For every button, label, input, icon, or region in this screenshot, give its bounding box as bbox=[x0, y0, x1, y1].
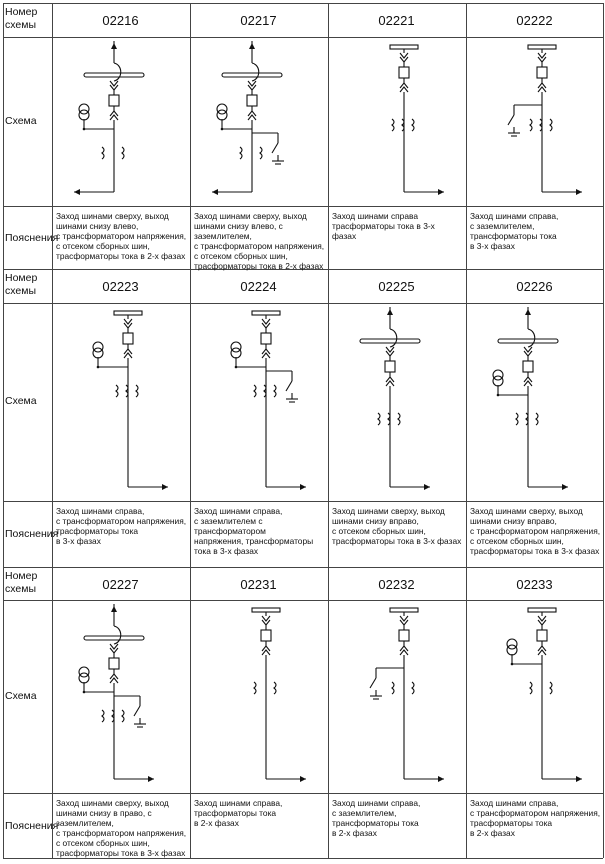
earth-switch-blade bbox=[272, 143, 278, 153]
current-transformer-icon bbox=[274, 385, 276, 397]
busbar bbox=[360, 339, 420, 343]
disconnect-chevron bbox=[110, 644, 118, 649]
current-transformer-icon bbox=[530, 119, 532, 131]
busbar bbox=[252, 608, 280, 612]
circuit-breaker bbox=[247, 95, 257, 106]
earth-switch-blade bbox=[286, 381, 292, 391]
scheme-code: 02232 bbox=[378, 577, 415, 592]
scheme-description: Заход шинами справа, трасформаторы тока в 2-х фазах bbox=[194, 798, 283, 828]
current-transformer-icon bbox=[274, 682, 276, 694]
transformer-icon bbox=[507, 639, 517, 649]
current-transformer-icon bbox=[550, 682, 552, 694]
circuit-breaker bbox=[123, 333, 133, 344]
junction-dot bbox=[97, 366, 100, 369]
disconnect-chevron bbox=[110, 81, 118, 86]
scheme-code: 02233 bbox=[516, 577, 553, 592]
transformer-icon bbox=[79, 673, 89, 683]
scheme-description: Заход шинами справа трасформаторы тока в 3-х фазах bbox=[332, 211, 435, 241]
circuit-diagram bbox=[328, 37, 466, 206]
disconnect-chevron bbox=[400, 650, 408, 655]
arrow-right-icon bbox=[300, 776, 306, 782]
arrow-down-icon bbox=[387, 309, 393, 315]
label-scheme-number: Номер схемы bbox=[5, 570, 38, 595]
label-explanations: Пояснения bbox=[5, 231, 59, 244]
busbar bbox=[498, 339, 558, 343]
arrow-down-icon bbox=[525, 309, 531, 315]
bus-bypass bbox=[390, 329, 397, 347]
current-transformer-icon bbox=[260, 147, 262, 159]
arrow-right-icon bbox=[300, 484, 306, 490]
transformer-icon bbox=[79, 110, 89, 120]
arrow-right-icon bbox=[438, 189, 444, 195]
bus-bypass bbox=[528, 329, 535, 347]
busbar bbox=[252, 311, 280, 315]
junction-dot bbox=[221, 128, 224, 131]
label-scheme-number: Номер схемы bbox=[5, 272, 38, 297]
circuit-breaker bbox=[261, 630, 271, 641]
busbar bbox=[84, 73, 144, 77]
circuit-breaker bbox=[109, 658, 119, 669]
circuit-breaker bbox=[261, 333, 271, 344]
scheme-description: Заход шинами справа, с заземлителем, трансформаторы тока в 3-х фазах bbox=[470, 211, 559, 251]
circuit-diagram bbox=[466, 600, 604, 793]
arrow-right-icon bbox=[148, 776, 154, 782]
grid-line-bottom-1 bbox=[3, 567, 603, 568]
current-transformer-icon bbox=[516, 413, 518, 425]
scheme-code: 02222 bbox=[516, 13, 553, 28]
grid-line-top bbox=[3, 3, 603, 4]
scheme-description: Заход шинами сверху, выход шинами снизу вправо, с отсеком сборных шин, трасформаторы тока в 3-х фазах bbox=[332, 506, 462, 546]
scheme-code: 02224 bbox=[240, 279, 277, 294]
arrow-right-icon bbox=[424, 484, 430, 490]
circuit-diagram bbox=[190, 37, 328, 206]
grid-line-bottom-2 bbox=[3, 858, 603, 859]
scheme-code: 02227 bbox=[102, 577, 139, 592]
busbar bbox=[528, 608, 556, 612]
circuit-diagram bbox=[52, 37, 190, 206]
disconnect-chevron bbox=[386, 381, 394, 386]
disconnect-chevron bbox=[524, 381, 532, 386]
disconnect-chevron bbox=[248, 115, 256, 120]
scheme-code: 02216 bbox=[102, 13, 139, 28]
scheme-code: 02231 bbox=[240, 577, 277, 592]
current-transformer-icon bbox=[392, 119, 394, 131]
arrow-down-icon bbox=[111, 606, 117, 612]
bus-bypass bbox=[114, 63, 121, 81]
transformer-icon bbox=[507, 645, 517, 655]
current-transformer-icon bbox=[116, 385, 118, 397]
scheme-code: 02221 bbox=[378, 13, 415, 28]
circuit-breaker bbox=[109, 95, 119, 106]
earth-switch-blade bbox=[508, 115, 514, 125]
scheme-description: Заход шинами сверху, выход шинами снизу влево, с заземлителем, с трансформатором напряжения, с отсеком сборных шин, трасформаторы тока в 2-х фазах bbox=[194, 211, 325, 271]
disconnect-chevron bbox=[262, 650, 270, 655]
junction-dot bbox=[83, 691, 86, 694]
circuit-diagram bbox=[466, 303, 604, 501]
arrow-right-icon bbox=[162, 484, 168, 490]
disconnect-chevron bbox=[524, 347, 532, 352]
current-transformer-icon bbox=[536, 413, 538, 425]
label-scheme: Схема bbox=[5, 395, 37, 407]
transformer-icon bbox=[493, 376, 503, 386]
arrow-right-icon bbox=[576, 776, 582, 782]
current-transformer-icon bbox=[392, 682, 394, 694]
busbar bbox=[114, 311, 142, 315]
busbar bbox=[84, 636, 144, 640]
disconnect-chevron bbox=[538, 53, 546, 58]
disconnect-chevron bbox=[538, 616, 546, 621]
scheme-description: Заход шинами сверху, выход шинами снизу вправо, с трансформатором напряжения, с отсеком сборных шин, трасформаторы тока в 3-х фазах bbox=[470, 506, 601, 556]
circuit-diagram bbox=[328, 303, 466, 501]
disconnect-chevron bbox=[400, 53, 408, 58]
arrow-right-icon bbox=[576, 189, 582, 195]
transformer-icon bbox=[231, 342, 241, 352]
junction-dot bbox=[83, 128, 86, 131]
circuit-breaker bbox=[385, 361, 395, 372]
scheme-code: 02226 bbox=[516, 279, 553, 294]
bus-bypass bbox=[252, 63, 259, 81]
scheme-description: Заход шинами справа, с трансформатором напряжения, трасформаторы тока в 3-х фазах bbox=[56, 506, 187, 546]
disconnect-chevron bbox=[110, 115, 118, 120]
busbar bbox=[222, 73, 282, 77]
disconnect-chevron bbox=[110, 678, 118, 683]
circuit-breaker bbox=[537, 67, 547, 78]
current-transformer-icon bbox=[102, 147, 104, 159]
circuit-breaker bbox=[399, 67, 409, 78]
scheme-description: Заход шинами сверху, выход шинами снизу влево, с трансформатором напряжения, с отсеком сборных шин, трасформаторы тока в 2-х фазах bbox=[56, 211, 187, 261]
current-transformer-icon bbox=[254, 682, 256, 694]
circuit-breaker bbox=[537, 630, 547, 641]
current-transformer-icon bbox=[122, 710, 124, 722]
current-transformer-icon bbox=[378, 413, 380, 425]
junction-dot bbox=[511, 663, 514, 666]
transformer-icon bbox=[231, 348, 241, 358]
grid-line-desc-2 bbox=[3, 793, 603, 794]
arrow-down-icon bbox=[249, 43, 255, 49]
transformer-icon bbox=[217, 104, 227, 114]
transformer-icon bbox=[93, 342, 103, 352]
current-transformer-icon bbox=[102, 710, 104, 722]
circuit-diagram bbox=[466, 37, 604, 206]
junction-dot bbox=[497, 394, 500, 397]
circuit-breaker bbox=[399, 630, 409, 641]
label-scheme-number: Номер схемы bbox=[5, 6, 38, 31]
scheme-description: Заход шинами справа, с трансформатором напряжения, трасформаторы тока в 2-х фазах bbox=[470, 798, 601, 838]
current-transformer-icon bbox=[136, 385, 138, 397]
circuit-diagram bbox=[328, 600, 466, 793]
disconnect-chevron bbox=[262, 353, 270, 358]
transformer-icon bbox=[217, 110, 227, 120]
grid-line-desc-0 bbox=[3, 206, 603, 207]
disconnect-chevron bbox=[386, 347, 394, 352]
disconnect-chevron bbox=[124, 319, 132, 324]
transformer-icon bbox=[79, 667, 89, 677]
arrow-right-icon bbox=[438, 776, 444, 782]
circuit-diagram bbox=[190, 303, 328, 501]
disconnect-chevron bbox=[124, 353, 132, 358]
current-transformer-icon bbox=[412, 119, 414, 131]
scheme-description: Заход шинами сверху, выход шинами снизу в право, с заземлителем, с трансформатором напряжения, с отсеком сборных шин, трасформаторы тока в 3-х фазах bbox=[56, 798, 187, 858]
current-transformer-icon bbox=[122, 147, 124, 159]
transformer-icon bbox=[93, 348, 103, 358]
earth-switch-blade bbox=[370, 678, 376, 688]
disconnect-chevron bbox=[538, 650, 546, 655]
busbar bbox=[390, 608, 418, 612]
current-transformer-icon bbox=[398, 413, 400, 425]
busbar bbox=[390, 45, 418, 49]
scheme-description: Заход шинами справа, с заземлителем, трансформаторы тока в 2-х фазах bbox=[332, 798, 421, 838]
disconnect-chevron bbox=[400, 616, 408, 621]
arrow-left-icon bbox=[74, 189, 80, 195]
busbar bbox=[528, 45, 556, 49]
junction-dot bbox=[235, 366, 238, 369]
arrow-right-icon bbox=[562, 484, 568, 490]
disconnect-chevron bbox=[400, 87, 408, 92]
disconnect-chevron bbox=[262, 616, 270, 621]
circuit-breaker bbox=[523, 361, 533, 372]
current-transformer-icon bbox=[254, 385, 256, 397]
current-transformer-icon bbox=[412, 682, 414, 694]
label-scheme: Схема bbox=[5, 114, 37, 127]
transformer-icon bbox=[493, 370, 503, 380]
current-transformer-icon bbox=[240, 147, 242, 159]
circuit-diagram bbox=[52, 303, 190, 501]
scheme-code: 02223 bbox=[102, 279, 139, 294]
scheme-description: Заход шинами справа, с заземлителем с трансформатором напряжения, трансформаторы тока в 3-х фазах bbox=[194, 506, 314, 556]
label-scheme: Схема bbox=[5, 689, 37, 702]
arrow-down-icon bbox=[111, 43, 117, 49]
disconnect-chevron bbox=[248, 81, 256, 86]
bus-bypass bbox=[114, 626, 121, 644]
disconnect-chevron bbox=[262, 319, 270, 324]
arrow-left-icon bbox=[212, 189, 218, 195]
current-transformer-icon bbox=[530, 682, 532, 694]
earth-switch-blade bbox=[134, 706, 140, 716]
grid-line-col-0 bbox=[3, 3, 4, 858]
disconnect-chevron bbox=[538, 87, 546, 92]
grid-line-desc-1 bbox=[3, 501, 603, 502]
scheme-code: 02217 bbox=[240, 13, 277, 28]
circuit-diagram bbox=[52, 600, 190, 793]
current-transformer-icon bbox=[550, 119, 552, 131]
label-explanations: Пояснения bbox=[5, 528, 59, 540]
label-explanations: Пояснения bbox=[5, 819, 59, 832]
transformer-icon bbox=[79, 104, 89, 114]
scheme-code: 02225 bbox=[378, 279, 415, 294]
circuit-diagram bbox=[190, 600, 328, 793]
